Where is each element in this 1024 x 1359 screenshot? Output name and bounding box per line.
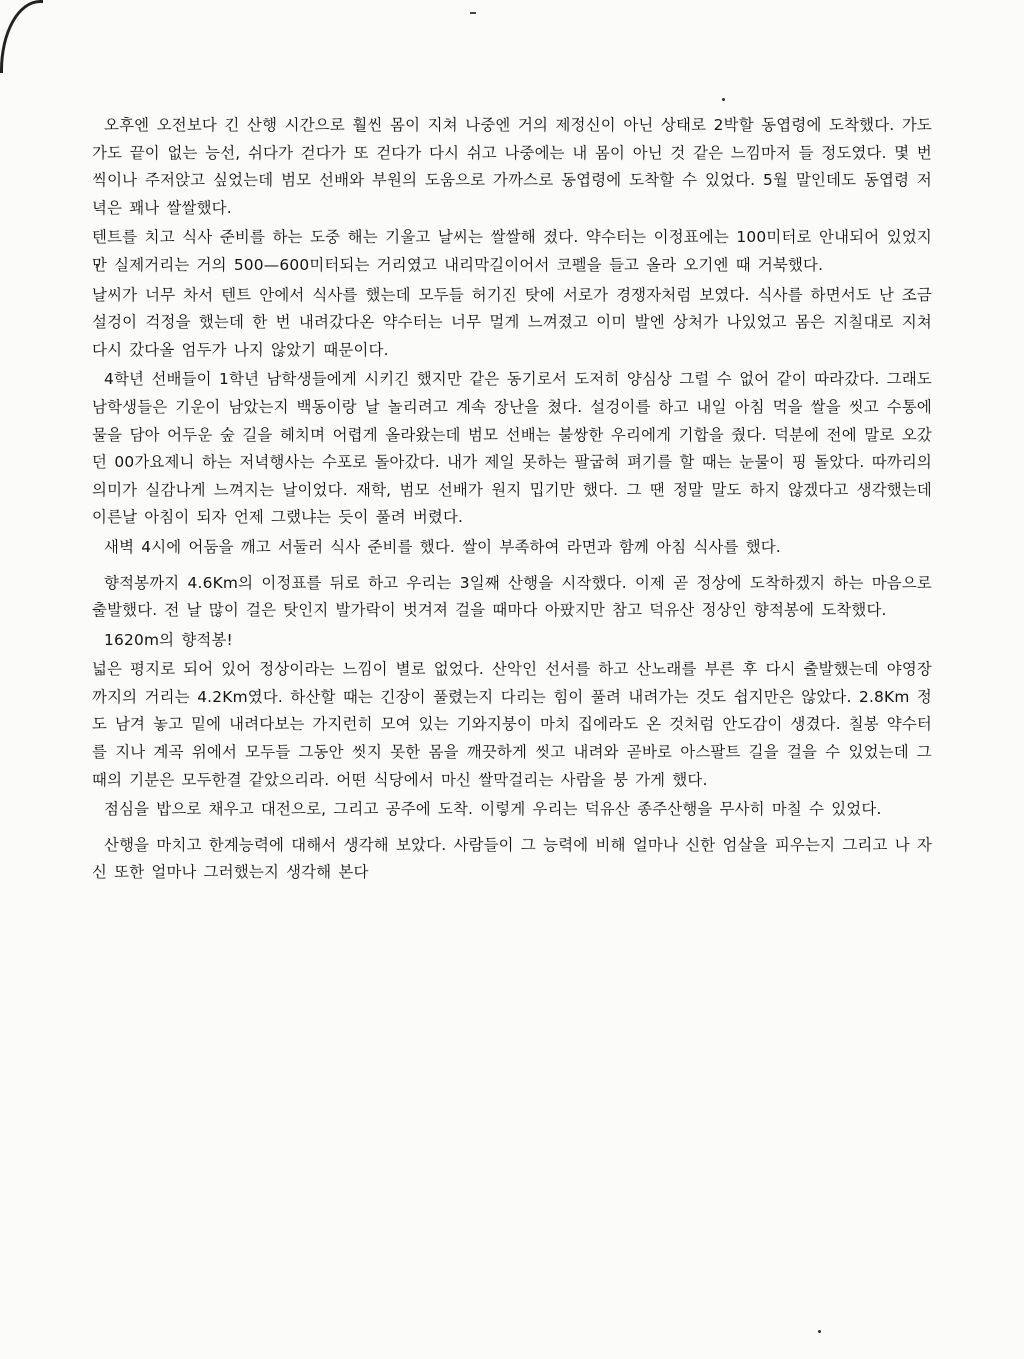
scan-speck xyxy=(818,1330,821,1333)
page-corner-curl xyxy=(0,0,43,73)
paragraph: 텐트를 치고 식사 준비를 하는 도중 해는 기울고 날씨는 쌀쌀해 졌다. 약수터는 이정표에는 100미터로 안내되어 있었지만 실제거리는 거의 500—600미터되는 거리였고 내리막길이어서 코펠을 들고 올라 오기엔 때 거북했다. xyxy=(92,228,932,274)
paragraph: 새벽 4시에 어둠을 깨고 서둘러 식사 준비를 했다. 쌀이 부족하여 라면과 함께 아침 식사를 했다. xyxy=(104,537,781,556)
paragraph: 1620m의 향적봉! xyxy=(104,630,233,649)
scan-mark xyxy=(470,12,476,14)
essay-body xyxy=(92,112,932,889)
paragraph: 오후엔 오전보다 긴 산행 시간으로 훨씬 몸이 지쳐 나중엔 거의 제정신이 아닌 상태로 2박할 동엽령에 도착했다. 가도 가도 끝이 없는 능선, 쉬다가 걷다가 또 걷다가 다시 쉬고 나중에는 내 몸이 아닌 것 같은 느낌마저 들 정도였다. 몇 번씩이나 주저앉고 싶었는데 범모 선배와 부원의 도움으로 가까스로 동엽령에 도착할 수 있었다. 5월 말인데도 동엽령 저녁은 꽤나 쌀쌀했다. xyxy=(92,116,932,217)
paragraph: 날씨가 너무 차서 텐트 안에서 식사를 했는데 모두들 허기진 탓에 서로가 경쟁자처럼 보였다. 식사를 하면서도 난 조금 설겅이 걱정을 했는데 한 번 내려갔다온 약수터는 너무 멀게 느껴졌고 이미 발엔 상처가 나있었고 몸은 지칠대로 지쳐 다시 갔다올 엄두가 나지 않았기 때문이다. xyxy=(92,285,932,359)
scan-speck xyxy=(722,98,725,101)
paragraph: 향적봉까지 4.6Km의 이정표를 뒤로 하고 우리는 3일째 산행을 시작했다. 이제 곧 정상에 도착하겠지 하는 마음으로 출발했다. 전 날 많이 걸은 탓인지 발가락이 벗겨져 걸을 때마다 아팠지만 참고 덕유산 정상인 향적봉에 도착했다. xyxy=(92,573,932,620)
paragraph: 점심을 밥으로 채우고 대전으로, 그리고 공주에 도착. 이렇게 우리는 덕유산 종주산행을 무사히 마칠 수 있었다. xyxy=(104,800,882,819)
paragraph: 4학년 선배들이 1학년 남학생들에게 시키긴 했지만 같은 동기로서 도저히 양심상 그럴 수 없어 같이 따라갔다. 그래도 남학생들은 기운이 남았는지 백동이랑 날 놀리려고 계속 장난을 쳤다. 설겅이를 하고 내일 아침 먹을 쌀을 씻고 수통에 물을 담아 어두운 숲 길을 헤치며 어렵게 올라왔는데 범모 선배는 불쌍한 우리에게 기합을 줬다. 덕분에 전에 말로 오갔던 00가요제니 하는 저녁행사는 수포로 돌아갔다. 내가 제일 못하는 팔굽혀 펴기를 할 때는 눈물이 핑 돌았다. 따까리의 의미가 실감나게 느껴지는 날이었다. 재학, 범모 선배가 원지 밉기만 했다. 그 땐 정말 말도 하지 않겠다고 생각했는데 이른날 아침이 되자 언제 그랬냐는 듯이 풀려 버렸다. xyxy=(92,370,932,527)
paragraph: 넓은 평지로 되어 있어 정상이라는 느낌이 별로 없었다. 산악인 선서를 하고 산노래를 부른 후 다시 출발했는데 야영장 까지의 거리는 4.2Km였다. 하산할 때는 긴장이 풀렸는지 다리는 힘이 풀려 내려가는 것도 쉽지만은 않았다. 2.8Km 정도 남겨 놓고 밑에 내려다보는 가지런히 모여 있는 기와지붕이 마치 집에라도 온 것처럼 안도감이 생겼다. 칠봉 약수터를 지나 계곡 위에서 모두들 그동안 씻지 못한 몸을 깨끗하게 씻고 내려와 곧바로 아스팔트 길을 걸을 수 있었는데 그 때의 기분은 모두한결 같았으리라. 어떤 식당에서 마신 쌀막걸리는 사람을 붕 가게 했다. xyxy=(92,660,932,789)
paragraph: 산행을 마치고 한계능력에 대해서 생각해 보았다. 사람들이 그 능력에 비해 얼마나 신한 엄살을 피우는지 그리고 나 자신 또한 얼마나 그러했는지 생각해 본다 xyxy=(92,835,932,882)
